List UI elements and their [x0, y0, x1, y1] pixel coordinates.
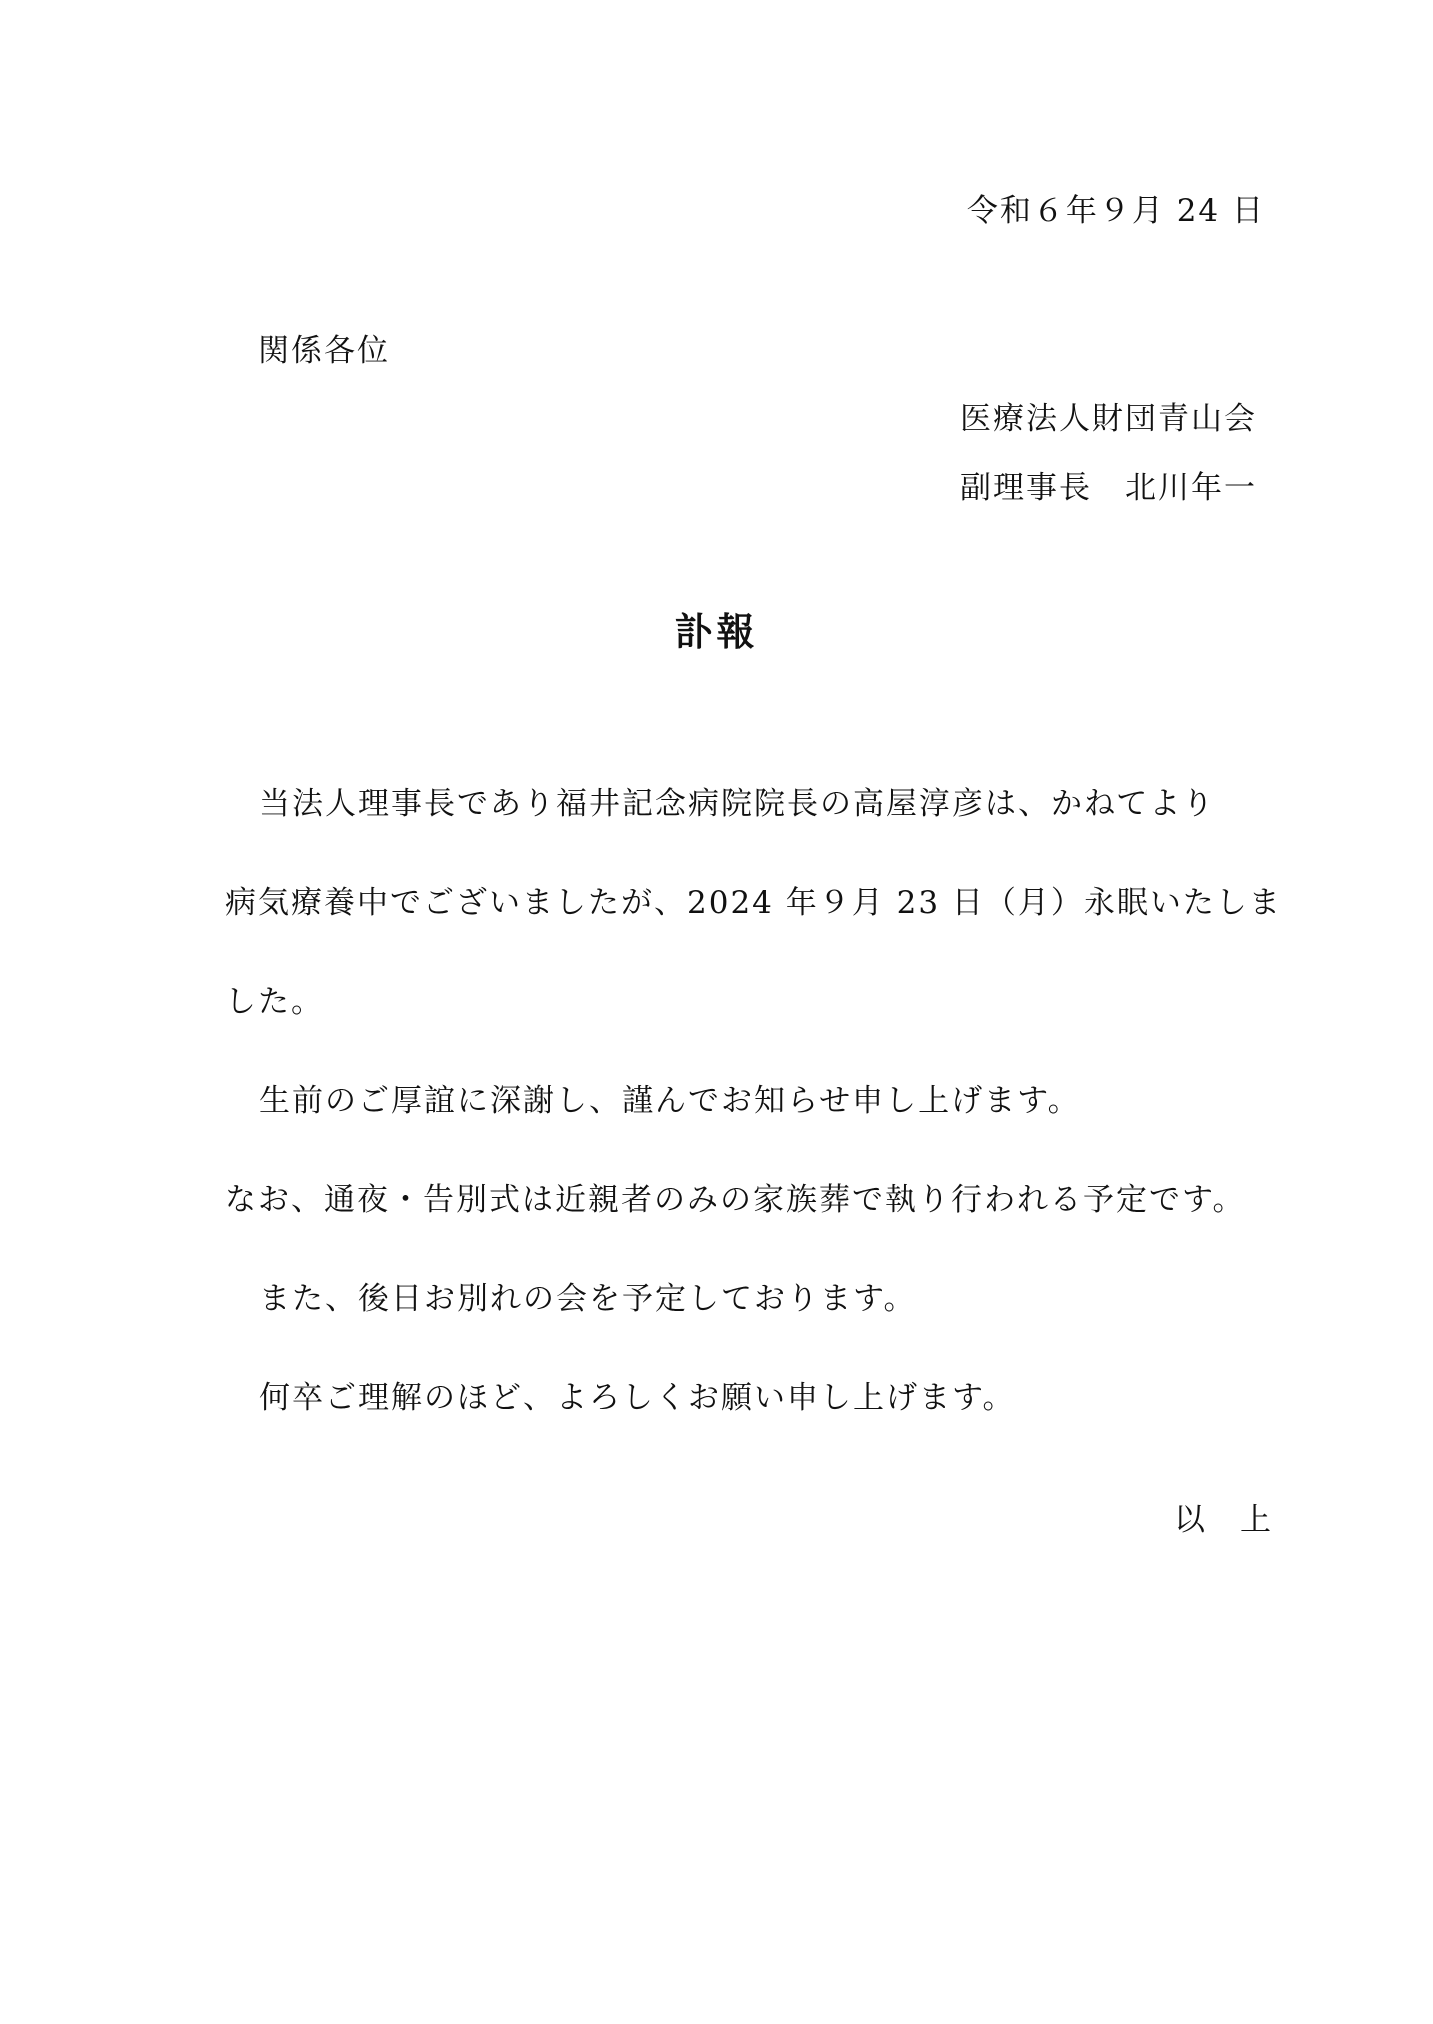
body-line-6: また、後日お別れの会を予定しております。 [259, 1281, 917, 1317]
sender-position-name: 副理事長 北川年一 [960, 470, 1257, 506]
document-title: 訃報 [674, 609, 759, 654]
closing-remark: 以 上 [1174, 1502, 1273, 1538]
body-line-2: 病気療養中でございましたが、2024 年９月 23 日（月）永眠いたしま [225, 885, 1282, 921]
body-line-3: した。 [225, 984, 324, 1020]
body-text [225, 778, 1355, 1471]
document-date: 令和６年９月 24 日 [966, 193, 1265, 229]
body-line-5: なお、通夜・告別式は近親者のみの家族葬で執り行われる予定です。 [225, 1182, 1246, 1218]
body-line-4: 生前のご厚誼に深謝し、謹んでお知らせ申し上げます。 [259, 1083, 1081, 1119]
sender-organization: 医療法人財団青山会 [960, 401, 1257, 437]
addressee: 関係各位 [258, 333, 390, 369]
sender-block [960, 393, 1257, 531]
body-line-7: 何卒ご理解のほど、よろしくお願い申し上げます。 [259, 1380, 1016, 1416]
body-line-1: 当法人理事長であり福井記念病院院長の高屋淳彦は、かねてより [259, 786, 1216, 822]
